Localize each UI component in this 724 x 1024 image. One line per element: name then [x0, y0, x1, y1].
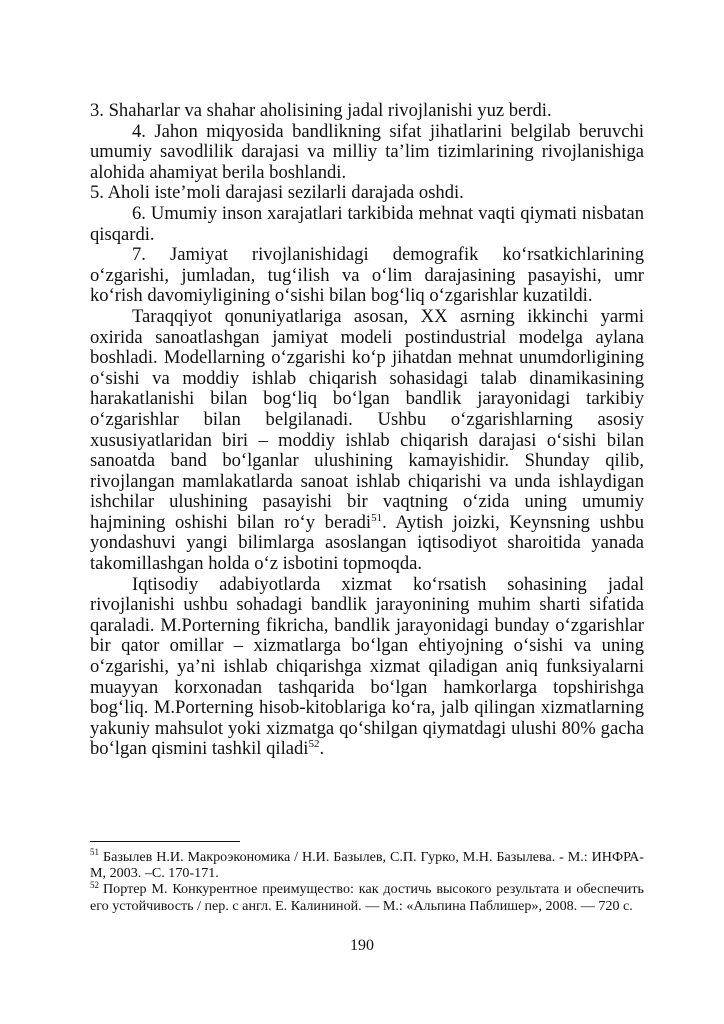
- footnotes: [90, 849, 644, 914]
- paragraph-item-4: 4. Jahon miqyosida bandlikning sifat jihatlarini belgilab beruvchi umumiy savodlilik darajasi va milliy ta’lim tizimlarining rivojlanishiga alohida ahamiyat berila boshlandi.: [90, 120, 644, 183]
- paragraph-iqtisodiy-tail: .: [319, 738, 325, 760]
- paragraph-iqtisodiy-text: Iqtisodiy adabiyotlarda xizmat ko‘rsatish sohasining jadal rivojlanishi ushbu sohadagi bandlik jarayonining muhim sharti sifatida qaraladi. M.Porterning fikricha, bandlik jarayonidagi bunday o‘zgarishlar bir qator omillar – xizmatlarga bo‘lgan ehtiyojning o‘sishi va uning o‘zgarishi, ya’ni ishlab chiqarishga xizmat qiladigan aniq funksiyalarni muayyan korxonadan tashqarida bo‘lgan hamkorlarga topshirishga bog‘liq. M.Porterning hisob-kitoblariga ko‘ra, jalb qilingan xizmatlarning yakuniy mahsulot yoki xizmatga qo‘shilgan qiymatdagi ulushi 80% gacha bo‘lgan qismini tashkil qiladi: [90, 573, 644, 760]
- paragraph-iqtisodiy: [90, 575, 644, 760]
- footnote-mark-52: 52: [90, 879, 99, 890]
- footnote-mark-51: 51: [90, 847, 99, 858]
- paragraph-item-6: 6. Umumiy inson xarajatlari tarkibida mehnat vaqti qiymati nisbatan qisqardi.: [90, 202, 644, 245]
- footnote-divider: [90, 841, 240, 842]
- footnote-51: [90, 849, 644, 881]
- paragraph-taraqqiyot-tail: . Aytish joizki, Keynsning ushbu yondashuvi yangi bilimlarga asoslangan iqtisodiyot sharoitida yanada takomillashgan holda o‘z isbotini topmoqda.: [90, 511, 644, 575]
- footnote-ref-52: 52: [308, 738, 320, 751]
- footnote-ref-51: 51: [371, 511, 383, 524]
- main-text: [90, 101, 644, 760]
- footnote-text-52: Портер М. Конкурентное преимущество: как достичь высокого результата и обеспечить его устойчивость / пер. с англ. Е. Калининой. — М.: «Альпина Паблишер», 2008. — 720 с.: [90, 881, 644, 914]
- footnote-52: [90, 881, 644, 913]
- paragraph-item-5: 5. Aholi iste’moli darajasi sezilarli darajada oshdi.: [90, 182, 464, 204]
- paragraph-taraqqiyot-text: Taraqqiyot qonuniyatlariga asosan, XX asrning ikkinchi yarmi oxirida sanoatlashgan jamiyat modeli postindustrial modelga aylana boshladi. Modellarning o‘zgarishi ko‘p jihatdan mehnat unumdorligining o‘sishi va moddiy ishlab chiqarish sohasidagi talab dinamikasining harakatlanishi bilan bog‘liq bo‘lgan bandlik jarayonidagi tarkibiy o‘zgarishlar bilan belgilanadi. Ushbu o‘zgarishlarning asosiy xususiyatlaridan biri – moddiy ishlab chiqarish darajasi o‘sishi bilan sanoatda band bo‘lganlar ulushining kamayishidir. Shunday qilib, rivojlangan mamlakatlarda sanoat ishlab chiqarishi va unda ishlaydigan ishchilar ulushining pasayishi bir vaqtning o‘zida uning umumiy hajmining oshishi bilan ro‘y beradi: [90, 305, 644, 533]
- paragraph-item-3: 3. Shaharlar va shahar aholisining jadal rivojlanishi yuz berdi.: [90, 100, 552, 121]
- paragraph-item-7: 7. Jamiyat rivojlanishidagi demografik ko‘rsatkichlarining o‘zgarishi, jumladan, tug‘ilish va o‘lim darajasining pasayishi, umr ko‘rish davomiyligining o‘sishi bilan bog‘liq o‘zgarishlar kuzatildi.: [90, 244, 644, 307]
- footnote-text-51: Базылев Н.И. Макроэкономика / Н.И. Базылев, С.П. Гурко, М.Н. Базылева. - М.: ИНФРА-М, 2003. –С. 170-171.: [90, 849, 644, 882]
- page-number: 190: [350, 937, 374, 954]
- paragraph-taraqqiyot: [90, 307, 644, 575]
